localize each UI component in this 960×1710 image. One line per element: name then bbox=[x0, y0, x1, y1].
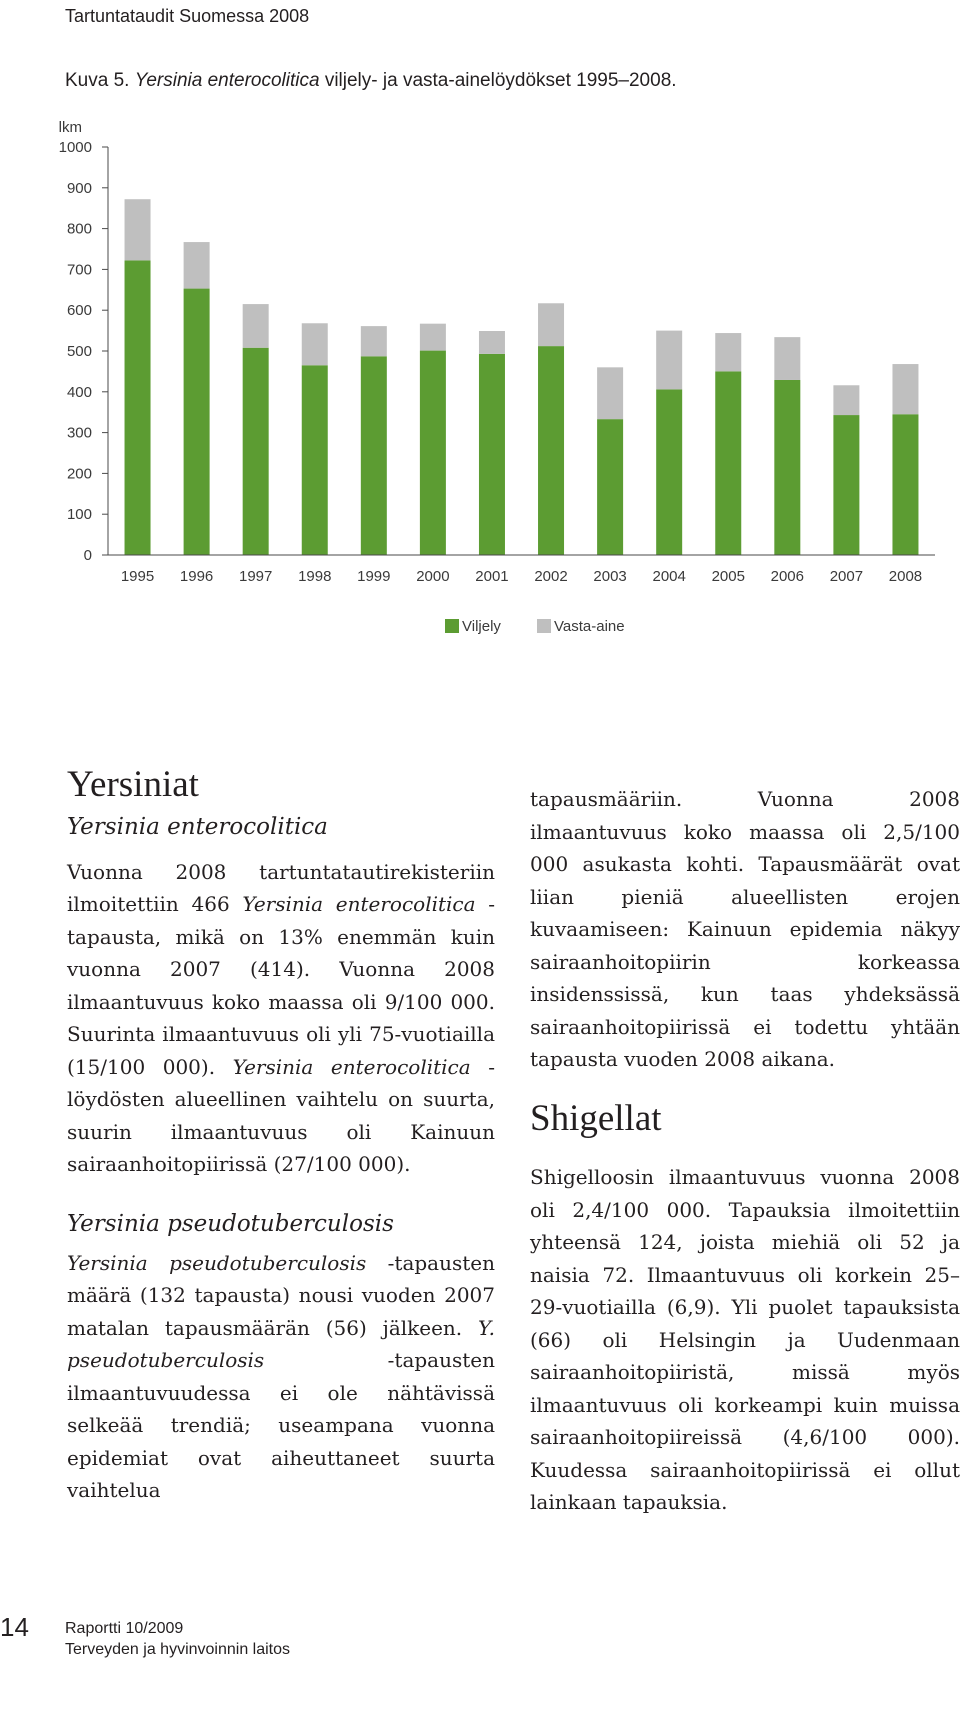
bar-viljely-2001 bbox=[479, 354, 505, 555]
bar-viljely-1995 bbox=[125, 260, 151, 555]
bar-vasta-aine-2008 bbox=[892, 364, 918, 414]
figure-caption-prefix: Kuva 5. bbox=[65, 70, 130, 91]
x-tick-label: 1998 bbox=[298, 568, 332, 585]
x-tick-label: 2007 bbox=[829, 568, 864, 585]
bar-viljely-2000 bbox=[420, 351, 446, 555]
x-axis-ticks bbox=[121, 568, 922, 585]
bar-vasta-aine-2002 bbox=[538, 303, 564, 346]
paragraph-pseudotuberculosis-cont: tapausmääriin. Vuonna 2008 ilmaantuvuus koko maassa oli 2,5/100 000 asukasta kohti. Tapausmäärät ovat liian pieniä alueellisten erojen kuvaamiseen: Kainuun epidemia näkyy sairaanhoitopiirin korkeassa insidenssissä, kun taas yhdeksässä sairaanhoitopiirissä ei todettu yhtään tapausta vuoden 2008 aikana. bbox=[530, 787, 960, 1071]
x-tick-label: 2000 bbox=[416, 568, 450, 585]
y-tick-label: 600 bbox=[66, 302, 92, 320]
y-axis-ticks bbox=[59, 139, 108, 564]
x-tick-label: 2008 bbox=[888, 568, 923, 585]
bar-viljely-2007 bbox=[833, 415, 859, 555]
bar-viljely-1998 bbox=[302, 365, 328, 555]
x-tick-label: 2005 bbox=[711, 568, 745, 585]
x-tick-label: 2006 bbox=[770, 568, 805, 585]
left-column bbox=[67, 765, 495, 1507]
right-column bbox=[530, 783, 960, 1519]
subheading-pseudotuberculosis: Yersinia pseudotuberculosis bbox=[67, 1210, 394, 1237]
x-tick-label: 2004 bbox=[652, 568, 686, 585]
page-number: 14 bbox=[0, 1612, 29, 1642]
x-tick-label: 2003 bbox=[593, 568, 627, 585]
bar-viljely-1997 bbox=[243, 348, 269, 555]
bar-viljely-2006 bbox=[774, 380, 800, 555]
bar-viljely-2004 bbox=[656, 389, 682, 555]
x-tick-label: 2001 bbox=[475, 568, 509, 585]
legend-swatch-viljely bbox=[445, 619, 459, 633]
bar-viljely-2008 bbox=[892, 414, 918, 555]
figure-caption-text: viljely- ja vasta-ainelöydökset 1995–2008. bbox=[324, 70, 677, 91]
legend-label-viljely: Viljely bbox=[462, 618, 501, 635]
y-tick-label: 400 bbox=[66, 383, 92, 401]
footer-institution: Terveyden ja hyvinvoinnin laitos bbox=[65, 1641, 291, 1658]
bar-vasta-aine-1995 bbox=[125, 199, 151, 260]
x-tick-label: 1999 bbox=[357, 568, 391, 585]
y-tick-label: 0 bbox=[83, 547, 92, 564]
x-tick-label: 1997 bbox=[238, 568, 273, 585]
section-heading-yersiniat: Yersiniat bbox=[67, 764, 199, 805]
bar-viljely-2002 bbox=[538, 346, 564, 555]
paragraph-shigellat: Shigelloosin ilmaantuvuus vuonna 2008 oli 2,4/100 000. Tapauksia ilmoitettiin yhteensä 124, joista miehiä oli 52 ja naisia 72. Ilmaantuvuus oli korkein 25–29-vuotiailla (6,9). Yli puolet tapauksista (66) oli Helsingin ja Uudenmaan sairaanhoitopiiristä, missä myös ilmaantuvuus oli korkeampi kuin muissa sairaanhoitopiireissä (4,6/100 000). Kuudessa sairaanhoitopiirissä ei ollut lainkaan tapauksia. bbox=[530, 1165, 960, 1515]
bar-vasta-aine-2006 bbox=[774, 337, 800, 380]
bar-viljely-2005 bbox=[715, 371, 741, 555]
bar-vasta-aine-1999 bbox=[361, 326, 387, 356]
bar-viljely-2003 bbox=[597, 419, 623, 555]
y-tick-label: 200 bbox=[66, 465, 92, 483]
y-axis-label: lkm bbox=[58, 119, 82, 136]
footer bbox=[65, 1618, 290, 1660]
x-tick-label: 2002 bbox=[534, 568, 568, 585]
x-tick-label: 1995 bbox=[120, 568, 155, 585]
bar-vasta-aine-2001 bbox=[479, 331, 505, 354]
bar-viljely-1996 bbox=[184, 289, 210, 555]
bar-vasta-aine-2004 bbox=[656, 331, 682, 390]
figure-caption bbox=[65, 70, 677, 92]
bar-vasta-aine-2003 bbox=[597, 367, 623, 419]
y-tick-label: 900 bbox=[66, 179, 92, 197]
footer-report: Raportti 10/2009 bbox=[65, 1620, 184, 1637]
bar-vasta-aine-2005 bbox=[715, 333, 741, 371]
bar-chart bbox=[0, 110, 960, 650]
paragraph-enterocolitica: Vuonna 2008 tartuntatautirekisteriin ilmoitettiin 466 Yersinia enterocolitica -tapausta, mikä on 13% enemmän kuin vuonna 2007 (414). Vuonna 2008 ilmaantuvuus koko maassa oli 9/100 000. Suurinta ilmaantuvuus oli yli 75-vuotiailla (15/100 000). Yersinia enterocolitica -löydösten alueellinen vaihtelu on suurta, suurin ilmaantuvuus oli Kainuun sairaanhoitopiirissä (27/100 000). bbox=[67, 859, 495, 1177]
paragraph-pseudotuberculosis: Yersinia pseudotuberculosis -tapausten määrä (132 tapausta) nousi vuoden 2007 matalan tapausmäärän (56) jälkeen. Y. pseudotuberculosis -tapausten ilmaantuvuudessa ei ole nähtävissä selkeää trendiä; useampana vuonna epidemiat ovat aiheuttaneet suurta vaihtelua bbox=[67, 1250, 495, 1503]
y-tick-label: 800 bbox=[66, 220, 92, 238]
bar-vasta-aine-1996 bbox=[184, 242, 210, 289]
legend-label-vasta-aine: Vasta-aine bbox=[554, 618, 625, 635]
legend bbox=[445, 618, 625, 635]
bar-vasta-aine-1998 bbox=[302, 323, 328, 365]
bar-vasta-aine-2000 bbox=[420, 324, 446, 351]
legend-swatch-vasta-aine bbox=[537, 619, 551, 633]
bar-vasta-aine-2007 bbox=[833, 385, 859, 415]
x-tick-label: 1996 bbox=[179, 568, 214, 585]
figure-caption-species: Yersinia enterocolitica bbox=[134, 70, 320, 91]
bar-viljely-1999 bbox=[361, 356, 387, 555]
bar-vasta-aine-1997 bbox=[243, 304, 269, 348]
y-tick-label: 700 bbox=[66, 261, 92, 279]
y-tick-label: 1000 bbox=[58, 139, 92, 156]
subheading-enterocolitica: Yersinia enterocolitica bbox=[67, 813, 328, 840]
bars bbox=[125, 199, 919, 555]
y-tick-label: 300 bbox=[66, 424, 92, 442]
y-tick-label: 500 bbox=[66, 343, 92, 360]
running-title: Tartuntataudit Suomessa 2008 bbox=[65, 6, 310, 26]
section-heading-shigellat: Shigellat bbox=[530, 1097, 662, 1139]
y-tick-label: 100 bbox=[66, 506, 92, 524]
